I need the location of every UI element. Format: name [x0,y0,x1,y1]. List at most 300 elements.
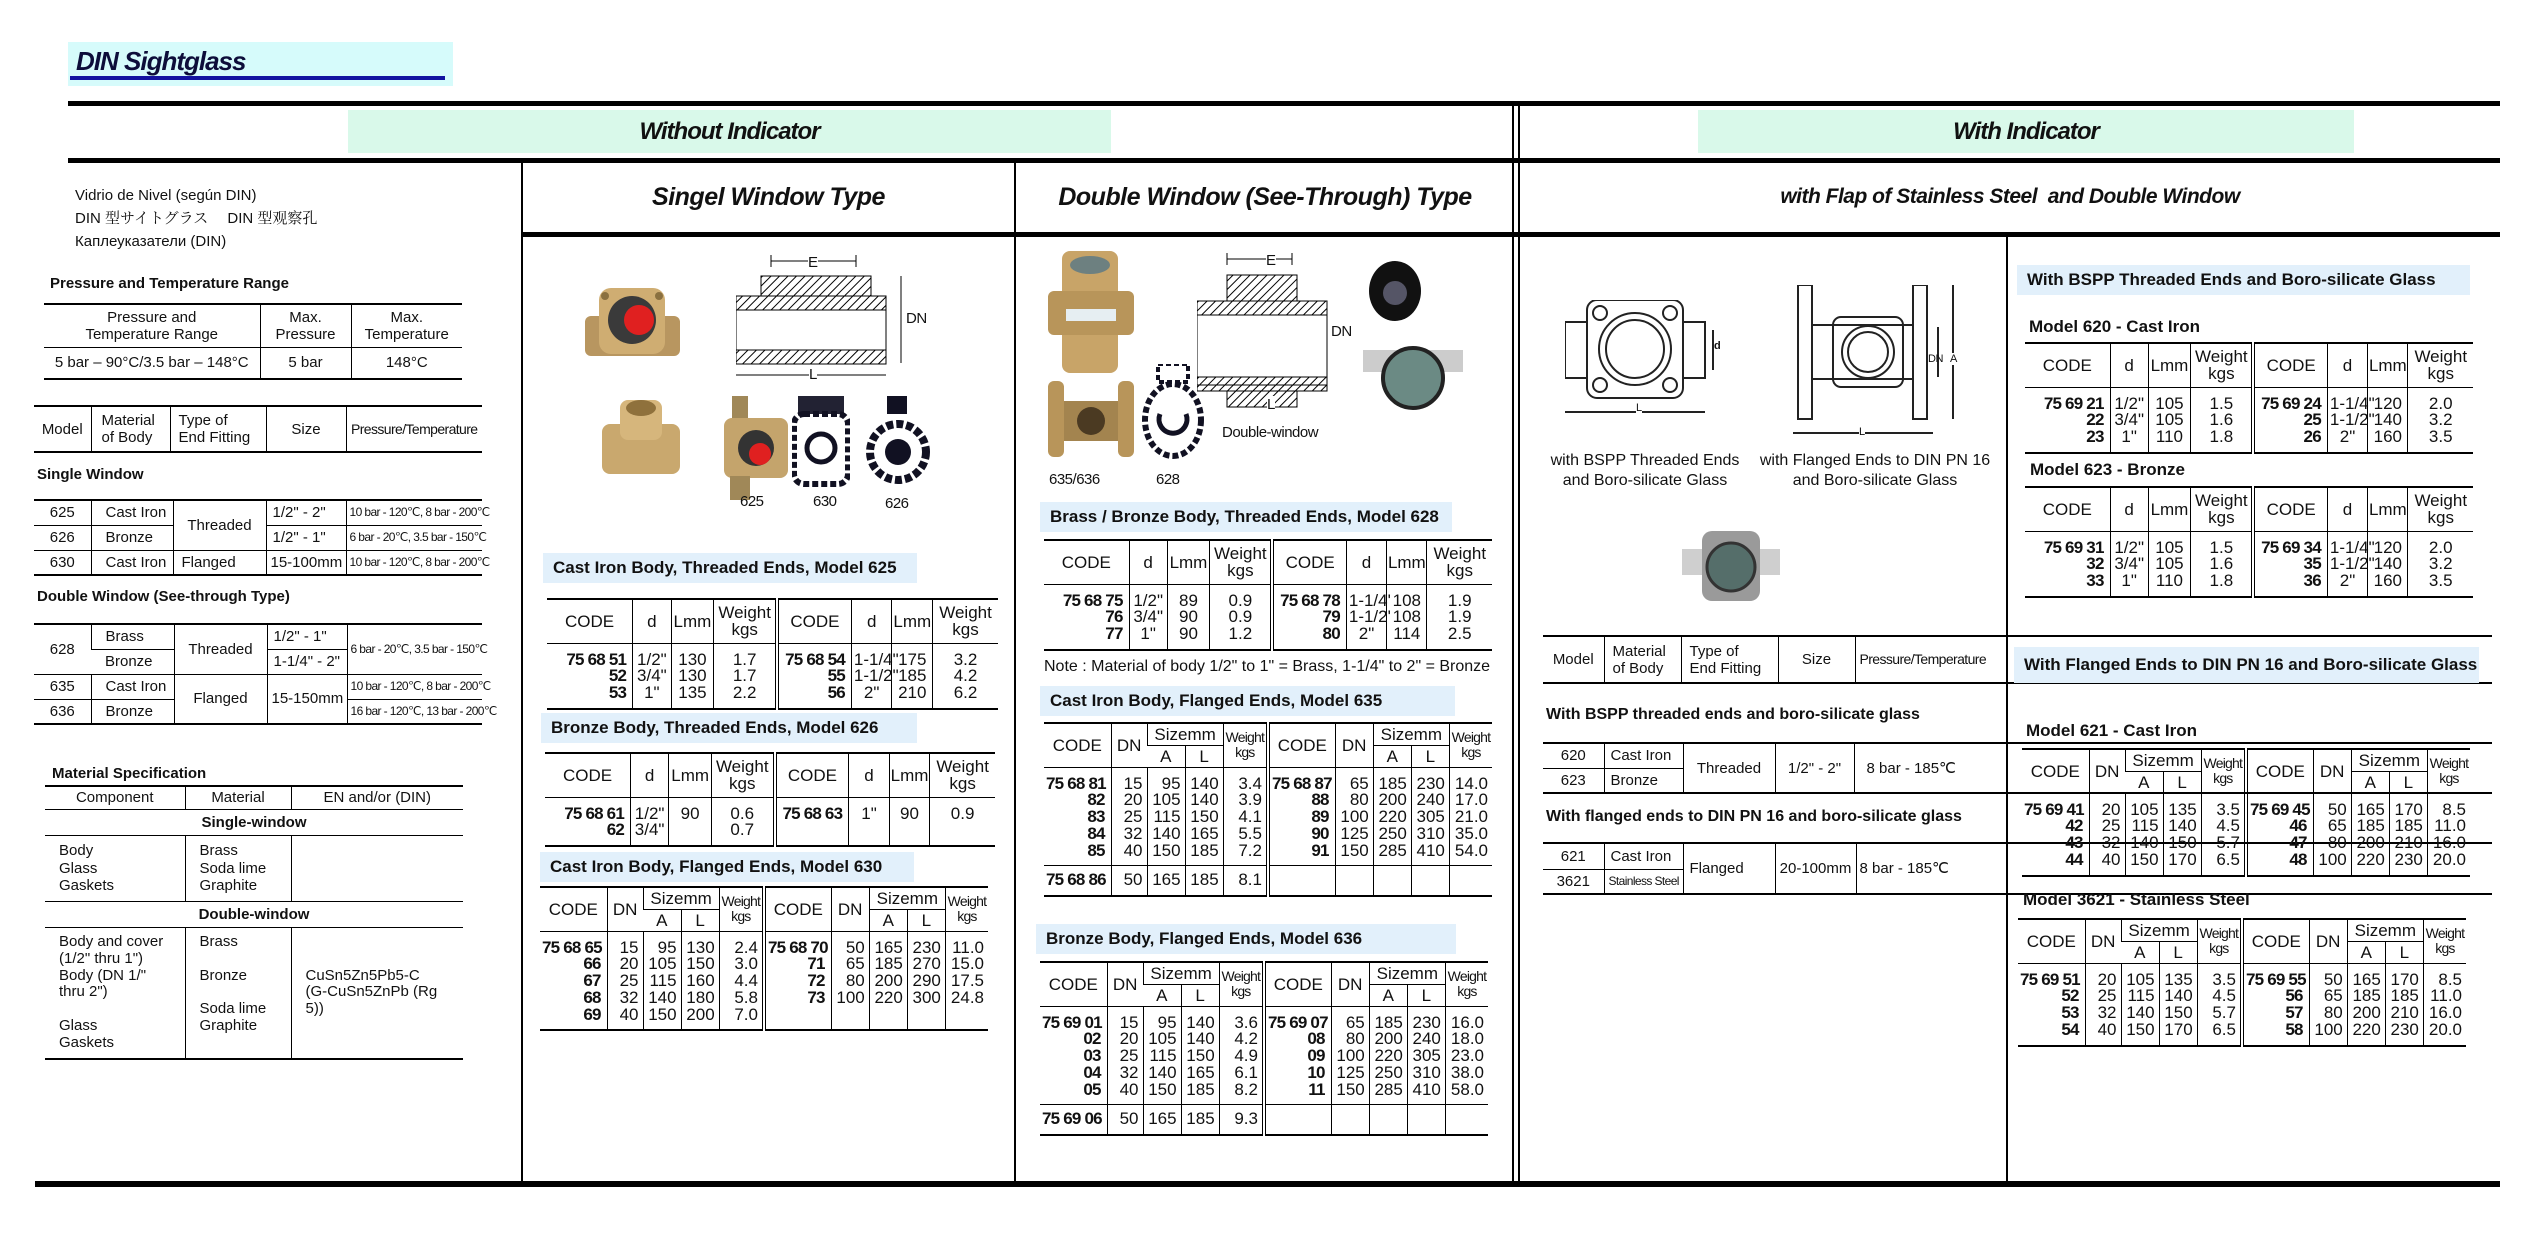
value-cell [889,822,930,846]
single-window-section-drawing [736,251,926,383]
value-cell: 65 [2313,818,2351,835]
double-window-label: Double-window [198,905,310,923]
code-cell: 04 [1083,1062,1101,1082]
pressure-temperature: 10 bar - 120℃, 8 bar - 200℃ [346,500,482,525]
code-cell: 53 [608,683,627,703]
code-cell: 48 [2246,852,2313,876]
column-header: DN [831,887,869,931]
value-cell: 185 [2385,988,2423,1005]
dim-d-label: d [1714,340,1721,352]
value-cell: 105 [2148,412,2191,429]
code-cell: 52 [608,666,627,686]
material: Cast Iron [1604,843,1683,869]
column-header: A [1147,745,1185,767]
max-temperature: 148°C [351,347,462,379]
code-cell: 56 [2242,988,2309,1005]
table-row [34,674,482,699]
code-cell: 75 69 34 [2253,531,2327,556]
value-cell: 270 [907,956,945,973]
table-row [547,685,998,709]
flap-title-b: and Double Window [2047,185,2240,208]
components: Body Glass Gaskets [59,842,115,894]
value-cell: 2" [851,685,892,709]
value-cell: 15 [1107,1006,1143,1031]
code-cell: 84 [1087,823,1105,843]
value-cell: 21.0 [1449,809,1492,826]
value-cell [1449,866,1492,896]
single-window-title: Singel Window Type [652,183,885,211]
value-cell: 25 [607,973,643,990]
value-cell [831,1007,869,1031]
value-cell: 15.0 [945,956,988,973]
value-cell: 4.2 [1219,1031,1264,1048]
column-header: Weight kgs [945,887,988,931]
value-cell: 16.0 [2423,1005,2466,1022]
value-cell: 9.3 [1219,1105,1264,1135]
value-cell: 38.0 [1445,1065,1488,1082]
code-cell: 47 [2246,835,2313,852]
value-cell: 305 [1411,809,1449,826]
value-cell: 1.6 [2191,556,2254,573]
column-header: Size [1778,636,1855,683]
max-pressure: 5 bar [260,347,351,379]
caption-flanged: with Flanged Ends to DIN PN 16 and Boro-silicate Glass [1759,452,1991,489]
en-din: CuSn5Zn5Pb5-C (G-CuSn5ZnPb (Rg 5)) [291,928,463,1059]
value-cell: 150 [1185,809,1223,826]
column-header: CODE [1272,540,1346,584]
value-cell: 5.5 [1223,826,1268,843]
value-cell: 2" [1346,626,1386,650]
value-cell: 100 [831,990,869,1007]
value-cell: 8.1 [1223,866,1268,896]
spec-table [1044,722,1492,897]
model-635-table [1044,722,1492,897]
materials: Brass Soda lime Graphite [185,836,291,902]
value-cell: 40 [2089,852,2125,876]
model-636-table [1040,961,1488,1136]
code-cell: 75 68 87 [1268,767,1335,792]
code-cell: 56 [777,685,851,709]
code-cell: 73 [764,990,831,1007]
column-header: CODE [764,887,831,931]
column-header: A [1143,984,1181,1006]
column-header: CODE [547,599,633,643]
value-cell: 1.8 [2191,429,2254,453]
code-cell: 75 69 07 [1264,1006,1331,1031]
code-cell: 79 [1272,609,1346,626]
code-cell: 46 [2246,818,2313,835]
column-header: A [2121,941,2159,963]
material: Cast Iron [91,550,173,575]
model: 630 [49,553,75,571]
value-cell: 80 [2309,1005,2347,1022]
value-cell: 150 [1181,1048,1219,1065]
value-cell: 140 [2121,1005,2159,1022]
code-cell: 75 68 63 [775,797,849,822]
value-cell: 65 [1335,767,1373,792]
code-cell: 82 [1087,790,1105,810]
column-header: L [681,909,719,931]
value-cell [869,1007,907,1031]
model-623-table [2025,486,2473,598]
value-cell: 3.9 [1223,792,1268,809]
value-cell: 1/2" [2110,387,2148,412]
value-cell: 150 [1143,1082,1181,1105]
column-header: CODE [1044,723,1111,767]
column-header: Lmm [2368,343,2408,387]
table-body-extra [1040,1105,1488,1135]
code-cell: 10 [1264,1065,1331,1082]
fitting: Flanged [174,674,267,724]
value-cell: 165 [1181,1065,1219,1082]
value-cell: 2.4 [719,931,764,956]
value-cell: 175 [892,643,933,668]
model-header-table [34,405,482,453]
value-cell: 25 [1107,1048,1143,1065]
value-cell: 180 [681,990,719,1007]
dim-l-label: L [1267,396,1275,413]
code-cell: 85 [1087,840,1105,860]
value-cell: 285 [1369,1082,1407,1105]
with-indicator-band: With Indicator [1698,110,2354,153]
model-628-note: Note : Material of body 1/2" to 1" = Brass, 1-1/4" to 2" = Bronze [1044,658,1491,675]
column-header: DN [2309,919,2347,963]
code-cell: 75 69 21 [2043,393,2104,413]
value-cell: 140 [1181,1006,1219,1031]
model-625-table [547,598,998,710]
divider [68,158,2500,163]
value-cell: 105 [2125,793,2163,818]
flanged-heading: With flanged ends to DIN PN 16 and boro-silicate glass [1546,808,1962,825]
value-cell: 165 [2347,963,2385,988]
material: Bronze [91,525,173,550]
value-cell: 3/4" [631,822,669,846]
column-header: Weight kgs [2197,919,2242,963]
size: 1-1/4" - 2" [267,649,347,674]
pressure-temperature: 10 bar - 120℃, 8 bar - 200℃ [347,674,482,699]
pressure-temperature-table [44,303,462,380]
value-cell: 3.2 [933,643,998,668]
value-cell: 20 [1107,1031,1143,1048]
value-cell: 50 [1111,866,1147,896]
value-cell: 185 [1185,843,1223,866]
value-cell: 80 [1335,792,1373,809]
code-cell: 75 69 24 [2253,387,2327,412]
value-cell: 1.2 [1210,626,1273,650]
double-window-models-table [34,623,497,725]
column-header: Sizemm [1369,962,1445,984]
table-title: Model 621 - Cast Iron [2026,721,2197,740]
value-cell [669,822,712,846]
column-header: Weight kgs [2201,749,2246,793]
value-cell: 40 [607,1007,643,1031]
value-cell: 115 [643,973,681,990]
value-cell: 200 [2347,1005,2385,1022]
name-japanese-chinese: DIN 型サイトグラス DIN 型观察孔 [75,210,318,227]
header-row [540,887,988,909]
flanged-band: With Flanged Ends to DIN PN 16 and Boro-silicate Glass [2014,647,2479,683]
code-cell: 22 [2086,410,2104,430]
value-cell: 140 [1185,767,1223,792]
value-cell: 1-1/4' [1346,584,1386,609]
code-cell: 57 [2242,1005,2309,1022]
value-cell: 130 [671,643,714,668]
tee-photo [602,396,680,484]
table-body [1044,584,1492,650]
value-cell: 32 [1111,826,1147,843]
column-header: Weight kgs [2191,487,2254,531]
column-header: Material of Body [91,406,170,452]
code-cell: 89 [1268,809,1335,826]
value-cell: 95 [1147,767,1185,792]
column-header: CODE [2246,749,2313,793]
value-cell: 125 [1331,1065,1369,1082]
value-cell [1411,866,1449,896]
column-header: Weight kgs [2423,919,2466,963]
code-cell: 75 68 61 [564,803,624,823]
dim-dn-label: DN [1928,353,1943,365]
column-header: d [2110,343,2148,387]
column-header: CODE [2242,919,2309,963]
value-cell: 105 [2148,556,2191,573]
label-635-636: 635/636 [1049,471,1100,488]
value-cell: 5.7 [2201,835,2246,852]
value-cell: 23.0 [1445,1048,1488,1065]
column-header: CODE [2253,343,2327,387]
table-row [545,797,995,822]
table-body [545,797,995,846]
name-russian: Каплеуказатели (DIN) [75,233,227,250]
pressure-temperature: 10 bar - 120℃, 8 bar - 200℃ [346,550,482,575]
value-cell: 7.2 [1223,843,1268,866]
value-cell [930,822,995,846]
header-row [2022,749,2470,771]
column-header: CODE [775,753,849,797]
table-row [2025,387,2473,412]
column-header: Weight kgs [1210,540,1273,584]
value-cell: 165 [1143,1105,1181,1135]
value-cell: 105 [643,956,681,973]
value-cell: 11.0 [945,931,988,956]
value-cell: 185 [1369,1006,1407,1031]
value-cell: 3/4" [633,668,671,685]
value-cell: 14.0 [1449,767,1492,792]
table-row [2022,793,2470,818]
size: 15-100mm [266,550,346,575]
dim-l-label: L [809,366,817,383]
value-cell: 32 [607,990,643,1007]
model-626-table [545,752,995,847]
column-header: Lmm [892,599,933,643]
code-cell: 35 [2253,556,2327,573]
column-header: d [1129,540,1167,584]
column-header: L [2385,941,2423,963]
spec-table [540,886,988,1031]
table-body-extra [1044,866,1492,896]
size: 1/2" - 2" [1775,743,1854,793]
code-cell: 68 [583,987,601,1007]
value-cell: 165 [869,931,907,956]
code-cell: 76 [1105,607,1123,627]
size: 1/2" - 2" [266,500,346,525]
value-cell: 185 [1373,767,1411,792]
column-header: CODE [540,887,607,931]
value-cell: 200 [1373,792,1411,809]
table-row [2018,1022,2466,1046]
value-cell: 135 [2159,963,2197,988]
material: Bronze [105,653,153,670]
table-title: Brass / Bronze Body, Threaded Ends, Model 628 [1040,502,1452,532]
value-cell: 65 [831,956,869,973]
column-divider [1014,160,1016,1184]
sightglass-625-photo [585,278,680,370]
value-cell: 4.5 [2197,988,2242,1005]
table-row [1044,584,1492,609]
table-title: Bronze Body, Flanged Ends, Model 636 [1036,924,1456,954]
value-cell: 150 [2159,1005,2197,1022]
value-cell: 3.6 [1219,1006,1264,1031]
table-row [1040,1082,1488,1105]
value-cell: 100 [1335,809,1373,826]
value-cell: 120 [2368,531,2408,556]
code-cell: 33 [2086,571,2104,591]
value-cell: 1.7 [714,668,777,685]
material: Cast Iron [91,500,173,525]
model: 3621 [1556,872,1590,890]
value-cell: 150 [1331,1082,1369,1105]
column-header: Lmm [2148,487,2191,531]
size: 15-150mm [267,674,347,724]
value-cell: 20.0 [2427,852,2470,876]
value-cell: 100 [2309,1022,2347,1046]
code-cell: 66 [583,954,601,974]
code-cell: 75 68 78 [1272,584,1346,609]
double-window-title: Double Window (See-Through) Type [1058,183,1472,211]
column-header: Max. Pressure [260,304,351,347]
value-cell: 100 [2313,852,2351,876]
value-cell: 140 [2125,835,2163,852]
column-header: Pressure/Temperature [346,406,482,452]
column-header: Sizemm [1147,723,1223,745]
value-cell: 410 [1411,843,1449,866]
column-header: Weight kgs [1223,723,1268,767]
value-cell: 1-1/2' [1346,609,1386,626]
model: 620 [1560,747,1586,765]
value-cell: 140 [2368,412,2408,429]
code-cell: 25 [2253,412,2327,429]
code-cell: 80 [1272,626,1346,650]
value-cell: 150 [2121,1022,2159,1046]
value-cell: 135 [2163,793,2201,818]
column-header: DN [1111,723,1147,767]
label-625: 625 [740,493,764,510]
header-row [2025,487,2473,531]
table-title: Bronze Body, Threaded Ends, Model 626 [541,713,917,743]
value-cell: 210 [2385,1005,2423,1022]
value-cell: 170 [2159,1022,2197,1046]
value-cell: 140 [1185,792,1223,809]
value-cell: 25 [2085,988,2121,1005]
column-divider [1512,101,1514,1184]
column-header: CODE [777,599,851,643]
components: Body and cover (1/2" thru 1") Body (DN 1/" thru 2") Glass Gaskets [59,933,164,1051]
column-header: Sizemm [1373,723,1449,745]
value-cell: 114 [1387,626,1427,650]
table-body [540,931,988,1030]
code-cell: 88 [1268,792,1335,809]
value-cell: 0.7 [712,822,775,846]
value-cell: 1" [849,797,890,822]
value-cell: 89 [1167,584,1210,609]
value-cell: 1" [2110,573,2148,597]
value-cell: 3.5 [2201,793,2246,818]
value-cell: 1" [1129,626,1167,650]
table-title: Cast Iron Body, Flanged Ends, Model 635 [1040,686,1455,716]
material: Brass [91,624,174,649]
value-cell: 110 [2148,429,2191,453]
table-row [1040,1006,1488,1031]
dim-l-label: L [1859,426,1865,438]
value-cell: 108 [1387,609,1427,626]
value-cell: 185 [2351,818,2389,835]
column-header: L [2163,771,2201,793]
code-cell: 44 [2065,849,2083,869]
column-header: Type of End Fitting [170,406,266,452]
value-cell: 170 [2389,793,2427,818]
value-cell: 135 [671,685,714,709]
code-cell: 53 [2061,1003,2079,1023]
code-cell: 11 [1264,1082,1331,1105]
divider [522,232,2500,237]
column-header: d [851,599,892,643]
value-cell: 115 [2121,988,2159,1005]
table-title: Cast Iron Body, Threaded Ends, Model 625 [543,553,917,583]
value-cell: 2" [2327,429,2367,453]
table-body [2025,531,2473,597]
column-header: DN [607,887,643,931]
header-row [545,753,995,797]
code-cell: 72 [764,973,831,990]
column-divider [521,160,523,1184]
column-header: Weight kgs [1445,962,1488,1006]
code-cell [1264,1105,1331,1135]
value-cell: 6.5 [2201,852,2246,876]
column-header: L [2389,771,2427,793]
table-body [547,643,998,709]
column-header: Model [41,420,83,438]
column-header: Weight kgs [933,599,998,643]
code-cell: 32 [2086,554,2104,574]
column-header: CODE [2253,487,2327,531]
column-header: CODE [2025,487,2110,531]
value-cell: 20 [2085,963,2121,988]
column-header: DN [2313,749,2351,793]
value-cell: 115 [2125,818,2163,835]
model-630-table [540,886,988,1031]
column-header: L [907,909,945,931]
value-cell: 200 [681,1007,719,1031]
name-spanish: Vidrio de Nivel (según DIN) [75,187,257,204]
spec-table [2025,486,2473,598]
value-cell: 95 [1143,1006,1181,1031]
column-header: DN [1335,723,1373,767]
value-cell: 185 [2389,818,2427,835]
column-header: Sizemm [2125,749,2201,771]
value-cell: 170 [2163,852,2201,876]
value-cell: 90 [1167,609,1210,626]
table-body [1040,1006,1488,1105]
value-cell: 11.0 [2427,818,2470,835]
